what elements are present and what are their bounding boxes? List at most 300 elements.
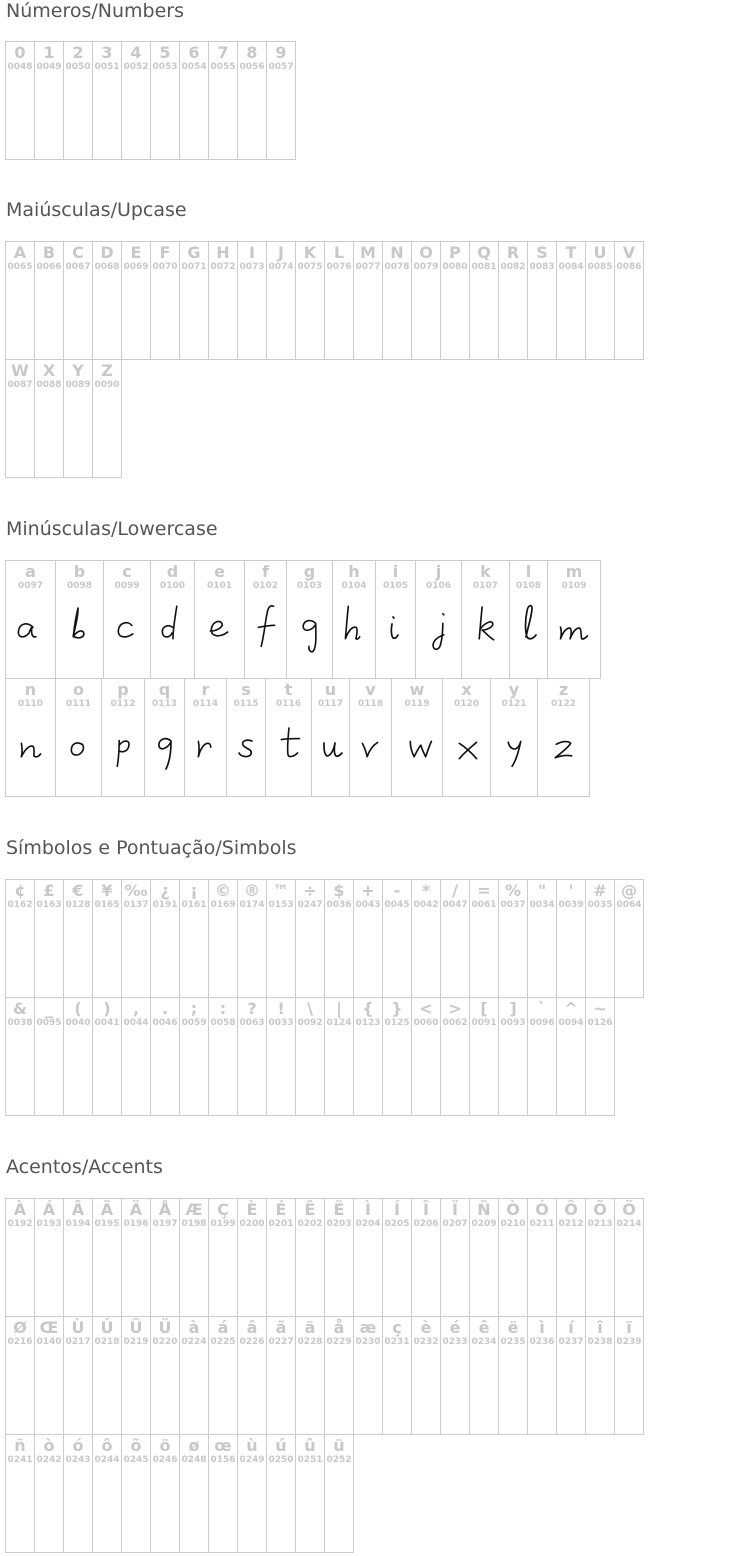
glyph-char: é: [449, 1318, 461, 1337]
glyph-code: 0085: [587, 262, 613, 272]
glyph-char: {: [362, 999, 374, 1018]
glyph-cell: [527, 997, 557, 1116]
glyph-cell: [442, 678, 491, 797]
glyph-cell: [63, 879, 93, 998]
glyph-code: 0207: [442, 1219, 468, 1229]
glyph-char: 8: [246, 43, 258, 62]
glyph-code: 0093: [500, 1018, 526, 1028]
glyph-char: i: [392, 562, 399, 581]
glyph-code: 0067: [65, 262, 91, 272]
glyph-cell: [208, 997, 238, 1116]
glyph-cell: [244, 560, 287, 679]
glyph-cell: [375, 560, 416, 679]
handwritten-glyph: [145, 721, 184, 781]
glyph-cell: [295, 1434, 325, 1553]
glyph-code: 0080: [442, 262, 468, 272]
glyph-code: 0233: [442, 1337, 468, 1347]
glyph-code: 0113: [151, 699, 178, 709]
glyph-code: 0087: [7, 380, 33, 390]
glyph-code: 0034: [529, 900, 555, 910]
glyph-code: 0225: [210, 1337, 236, 1347]
glyph-char: €: [72, 881, 84, 900]
glyph-cell: [614, 879, 644, 998]
glyph-code: 0040: [65, 1018, 91, 1028]
glyph-code: 0053: [152, 62, 178, 72]
glyph-cell: [179, 41, 209, 160]
glyph-cell: [266, 1198, 296, 1317]
glyph-cell: [101, 678, 145, 797]
glyph-cell: [179, 241, 209, 360]
glyph-code: 0071: [181, 262, 207, 272]
glyph-cell: [295, 879, 325, 998]
glyph-char: r: [201, 680, 210, 699]
glyph-cell: [121, 41, 151, 160]
glyph-cell: [5, 359, 35, 478]
glyph-char: à: [188, 1318, 200, 1337]
glyph-char: v: [365, 680, 376, 699]
glyph-code: 0122: [550, 699, 577, 709]
glyph-cell: [63, 1434, 93, 1553]
glyph-cell: [150, 41, 180, 160]
glyph-code: 0114: [192, 699, 219, 709]
glyph-cell: [265, 678, 312, 797]
glyph-char: 9: [275, 43, 287, 62]
glyph-char: ã: [275, 1318, 287, 1337]
glyph-cell: [34, 1316, 64, 1435]
glyph-code: 0126: [587, 1018, 613, 1028]
glyph-code: 0140: [36, 1337, 62, 1347]
handwritten-stroke: [345, 606, 359, 639]
glyph-cell: [5, 1434, 35, 1553]
glyph-char: 3: [101, 43, 113, 62]
glyph-code: 0243: [65, 1455, 91, 1465]
glyph-char: Æ: [185, 1200, 203, 1219]
glyph-code: 0105: [382, 581, 409, 591]
glyph-cell: [498, 241, 528, 360]
glyph-char: ô: [101, 1436, 113, 1455]
glyph-cell: [150, 1316, 180, 1435]
glyph-row: [5, 1434, 643, 1552]
glyph-char: @: [621, 881, 637, 900]
glyph-cell: [266, 1434, 296, 1553]
glyph-cell: [498, 1316, 528, 1435]
glyph-cell: [5, 241, 35, 360]
glyph-cell: [5, 1198, 35, 1317]
glyph-cell: [63, 41, 93, 160]
glyph-char: 5: [159, 43, 171, 62]
glyph-cell: [266, 1316, 296, 1435]
glyph-cell: [440, 1198, 470, 1317]
glyph-char: ú: [275, 1436, 287, 1455]
glyph-code: 0056: [239, 62, 265, 72]
glyph-code: 0234: [471, 1337, 497, 1347]
glyph-code: 0202: [297, 1219, 323, 1229]
glyph-code: 0118: [357, 699, 384, 709]
section-title-numbers: Números/Numbers: [6, 0, 184, 22]
glyph-cell: [411, 1316, 441, 1435]
glyph-char: #: [593, 881, 607, 900]
glyph-char: l: [525, 562, 532, 581]
glyph-code: 0137: [123, 900, 149, 910]
glyph-cell: [208, 1434, 238, 1553]
glyph-code: 0217: [65, 1337, 91, 1347]
glyph-code: 0059: [181, 1018, 207, 1028]
glyph-char: Õ: [593, 1200, 607, 1219]
glyph-char: Û: [129, 1318, 143, 1337]
glyph-cell: [63, 359, 93, 478]
glyph-code: 0050: [65, 62, 91, 72]
glyph-cell: [121, 241, 151, 360]
glyph-grid-numbers: [5, 41, 295, 159]
glyph-char: $: [333, 881, 345, 900]
glyph-cell: [527, 241, 557, 360]
glyph-char: U: [593, 243, 607, 262]
glyph-code: 0245: [123, 1455, 149, 1465]
glyph-row: [5, 359, 643, 477]
glyph-char: Ü: [158, 1318, 172, 1337]
glyph-char: ¢: [14, 881, 26, 900]
section-title-symbols: Símbolos e Pontuação/Simbols: [6, 837, 297, 859]
glyph-code: 0227: [268, 1337, 294, 1347]
glyph-code: 0036: [326, 900, 352, 910]
glyph-code: 0060: [413, 1018, 439, 1028]
glyph-char: \: [307, 999, 313, 1018]
glyph-code: 0232: [413, 1337, 439, 1347]
glyph-char: }: [391, 999, 403, 1018]
handwritten-stroke: [526, 606, 537, 639]
glyph-cell: [63, 241, 93, 360]
glyph-cell: [353, 997, 383, 1116]
glyph-grid-accents: [5, 1198, 643, 1552]
glyph-char: ñ: [14, 1436, 26, 1455]
glyph-cell: [527, 1316, 557, 1435]
glyph-row: [5, 678, 600, 796]
glyph-cell: [469, 241, 499, 360]
glyph-code: 0228: [297, 1337, 323, 1347]
glyph-row: [5, 1316, 643, 1434]
glyph-cell: [585, 1198, 615, 1317]
glyph-cell: [5, 41, 35, 160]
glyph-cell: [498, 879, 528, 998]
glyph-code: 0111: [65, 699, 92, 709]
glyph-char: X: [42, 361, 56, 380]
glyph-char: <: [419, 999, 433, 1018]
glyph-char: É: [275, 1200, 287, 1219]
glyph-code: 0244: [94, 1455, 120, 1465]
glyph-char: Q: [477, 243, 491, 262]
handwritten-glyph: [195, 603, 244, 663]
glyph-cell: [295, 241, 325, 360]
glyph-code: 0066: [36, 262, 62, 272]
handwritten-stroke: [479, 607, 493, 640]
handwritten-glyph: [104, 603, 150, 663]
glyph-char: ø: [188, 1436, 200, 1455]
glyph-char: Î: [423, 1200, 429, 1219]
glyph-char: D: [100, 243, 114, 262]
glyph-code: 0095: [36, 1018, 62, 1028]
glyph-char: Œ: [39, 1318, 59, 1337]
glyph-cell: [547, 560, 601, 679]
glyph-cell: [179, 1434, 209, 1553]
glyph-char: ~: [593, 999, 607, 1018]
glyph-char: ‰: [124, 881, 148, 900]
glyph-cell: [469, 997, 499, 1116]
glyph-code: 0219: [123, 1337, 149, 1347]
glyph-char: Ê: [304, 1200, 316, 1219]
glyph-cell: [34, 879, 64, 998]
glyph-code: 0203: [326, 1219, 352, 1229]
glyph-code: 0108: [515, 581, 542, 591]
glyph-cell: [382, 1198, 412, 1317]
glyph-code: 0073: [239, 262, 265, 272]
glyph-cell: [266, 879, 296, 998]
glyph-code: 0102: [252, 581, 279, 591]
glyph-cell: [556, 997, 586, 1116]
glyph-code: 0248: [181, 1455, 207, 1465]
glyph-code: 0218: [94, 1337, 120, 1347]
glyph-code: 0049: [36, 62, 62, 72]
glyph-code: 0165: [94, 900, 120, 910]
handwritten-stroke: [258, 606, 274, 647]
handwritten-glyph: [548, 603, 600, 663]
handwritten-stroke: [508, 741, 520, 766]
handwritten-stroke: [303, 621, 316, 652]
handwritten-glyph: [416, 603, 461, 663]
glyph-code: 0041: [94, 1018, 120, 1028]
glyph-code: 0249: [239, 1455, 265, 1465]
glyph-char: û: [304, 1436, 316, 1455]
glyph-code: 0117: [317, 699, 344, 709]
glyph-char: p: [117, 680, 129, 699]
handwritten-stroke: [159, 739, 171, 769]
glyph-char: Á: [42, 1200, 56, 1219]
glyph-grid-lowercase: [5, 560, 600, 796]
glyph-code: 0055: [210, 62, 236, 72]
glyph-cell: [179, 997, 209, 1116]
glyph-char: å: [333, 1318, 345, 1337]
glyph-code: 0174: [239, 900, 265, 910]
glyph-cell: [34, 241, 64, 360]
glyph-cell: [324, 1316, 354, 1435]
glyph-cell: [498, 997, 528, 1116]
glyph-char: d: [166, 562, 179, 581]
glyph-code: 0156: [210, 1455, 236, 1465]
glyph-char: õ: [130, 1436, 142, 1455]
glyph-char: M: [360, 243, 376, 262]
glyph-cell: [150, 997, 180, 1116]
glyph-cell: [469, 1316, 499, 1435]
glyph-char: 1: [43, 43, 55, 62]
handwritten-glyph: [538, 721, 589, 781]
glyph-cell: [208, 41, 238, 160]
glyph-char: >: [448, 999, 462, 1018]
glyph-cell: [34, 359, 64, 478]
glyph-char: H: [216, 243, 230, 262]
glyph-code: 0197: [152, 1219, 178, 1229]
glyph-char: ,: [132, 999, 140, 1018]
glyph-char: Ó: [535, 1200, 549, 1219]
glyph-cell: [295, 1316, 325, 1435]
glyph-code: 0220: [152, 1337, 178, 1347]
glyph-cell: [585, 241, 615, 360]
glyph-char: ì: [539, 1318, 545, 1337]
glyph-cell: [266, 997, 296, 1116]
glyph-char: b: [73, 562, 86, 581]
glyph-char: ': [568, 881, 574, 900]
handwritten-glyph: [6, 603, 55, 663]
glyph-code: 0115: [233, 699, 259, 709]
glyph-char: î: [597, 1318, 603, 1337]
handwritten-glyph: [102, 721, 144, 781]
glyph-code: 0101: [206, 581, 233, 591]
glyph-char: ò: [43, 1436, 55, 1455]
glyph-cell: [332, 560, 376, 679]
glyph-cell: [440, 879, 470, 998]
glyph-code: 0092: [297, 1018, 323, 1028]
glyph-cell: [92, 241, 122, 360]
glyph-cell: [349, 678, 392, 797]
glyph-code: 0043: [355, 900, 381, 910]
glyph-code: 0204: [355, 1219, 381, 1229]
glyph-code: 0084: [558, 262, 584, 272]
glyph-cell: [411, 1198, 441, 1317]
glyph-char: :: [219, 999, 227, 1018]
section-title-upcase: Maiúsculas/Upcase: [6, 199, 187, 221]
glyph-cell: [527, 879, 557, 998]
glyph-code: 0242: [36, 1455, 62, 1465]
glyph-code: 0247: [297, 900, 323, 910]
glyph-char: Ú: [100, 1318, 114, 1337]
glyph-char: Â: [71, 1200, 85, 1219]
glyph-cell: [440, 1316, 470, 1435]
glyph-char: ?: [247, 999, 257, 1018]
glyph-cell: [237, 1434, 267, 1553]
glyph-char: [: [480, 999, 488, 1018]
glyph-char: W: [11, 361, 29, 380]
glyph-char: Ô: [564, 1200, 578, 1219]
glyph-char: .: [161, 999, 169, 1018]
glyph-char: h: [348, 562, 360, 581]
glyph-char: t: [284, 680, 293, 699]
glyph-char: e: [214, 562, 225, 581]
glyph-cell: [184, 678, 227, 797]
glyph-char: |: [336, 999, 342, 1018]
glyph-cell: [490, 678, 538, 797]
glyph-code: 0199: [210, 1219, 236, 1229]
glyph-cell: [92, 359, 122, 478]
glyph-char: c: [122, 562, 132, 581]
glyph-code: 0128: [65, 900, 91, 910]
handwritten-stroke: [162, 606, 176, 638]
glyph-char: a: [25, 562, 36, 581]
handwritten-stroke: [198, 741, 210, 756]
glyph-code: 0238: [587, 1337, 613, 1347]
glyph-char: N: [390, 243, 404, 262]
glyph-char: Ï: [452, 1200, 458, 1219]
glyph-cell: [92, 997, 122, 1116]
glyph-cell: [527, 1198, 557, 1317]
glyph-grid-upcase: [5, 241, 643, 477]
glyph-char: Ä: [129, 1200, 143, 1219]
glyph-char: 6: [188, 43, 200, 62]
glyph-code: 0100: [159, 581, 186, 591]
glyph-code: 0082: [500, 262, 526, 272]
glyph-char: A: [13, 243, 27, 262]
glyph-cell: [411, 241, 441, 360]
handwritten-stroke: [118, 623, 132, 637]
glyph-cell: [353, 1198, 383, 1317]
glyph-code: 0194: [65, 1219, 91, 1229]
glyph-cell: [295, 997, 325, 1116]
glyph-code: 0054: [181, 62, 207, 72]
glyph-char: K: [303, 243, 317, 262]
glyph-cell: [509, 560, 548, 679]
glyph-char: (: [74, 999, 82, 1018]
handwritten-glyph: [287, 603, 332, 663]
glyph-char: ê: [478, 1318, 490, 1337]
glyph-char: è: [420, 1318, 432, 1337]
glyph-code: 0044: [123, 1018, 149, 1028]
glyph-char: %: [504, 881, 522, 900]
glyph-cell: [537, 678, 590, 797]
glyph-char: ©: [215, 881, 231, 900]
glyph-cell: [237, 1198, 267, 1317]
handwritten-glyph: [266, 721, 311, 781]
handwritten-stroke: [362, 742, 377, 756]
glyph-char: Ò: [506, 1200, 520, 1219]
glyph-char: ï: [626, 1318, 632, 1337]
glyph-code: 0205: [384, 1219, 410, 1229]
glyph-char: È: [246, 1200, 258, 1219]
glyph-code: 0078: [384, 262, 410, 272]
glyph-code: 0057: [268, 62, 294, 72]
glyph-cell: [63, 1316, 93, 1435]
glyph-code: 0070: [152, 262, 178, 272]
glyph-cell: [382, 879, 412, 998]
glyph-code: 0051: [94, 62, 120, 72]
glyph-code: 0072: [210, 262, 236, 272]
glyph-code: 0089: [65, 380, 91, 390]
glyph-char: L: [333, 243, 345, 262]
glyph-code: 0106: [425, 581, 452, 591]
glyph-char: m: [565, 562, 583, 581]
glyph-char: Z: [101, 361, 113, 380]
glyph-cell: [5, 678, 56, 797]
glyph-code: 0088: [36, 380, 62, 390]
glyph-char: C: [72, 243, 84, 262]
glyph-cell: [237, 879, 267, 998]
glyph-cell: [266, 41, 296, 160]
handwritten-glyph: [443, 721, 490, 781]
glyph-code: 0042: [413, 900, 439, 910]
glyph-code: 0033: [268, 1018, 294, 1028]
glyph-cell: [353, 241, 383, 360]
glyph-code: 0200: [239, 1219, 265, 1229]
section-title-accents: Acentos/Accents: [6, 1156, 163, 1178]
glyph-code: 0123: [355, 1018, 381, 1028]
glyph-code: 0075: [297, 262, 323, 272]
glyph-code: 0201: [268, 1219, 294, 1229]
glyph-code: 0064: [616, 900, 642, 910]
glyph-char: ü: [333, 1436, 345, 1455]
glyph-char: £: [43, 881, 55, 900]
glyph-code: 0037: [500, 900, 526, 910]
glyph-code: 0076: [326, 262, 352, 272]
handwritten-stroke: [555, 742, 571, 758]
glyph-char: á: [217, 1318, 229, 1337]
handwritten-stroke: [391, 617, 398, 638]
glyph-code: 0229: [326, 1337, 352, 1347]
